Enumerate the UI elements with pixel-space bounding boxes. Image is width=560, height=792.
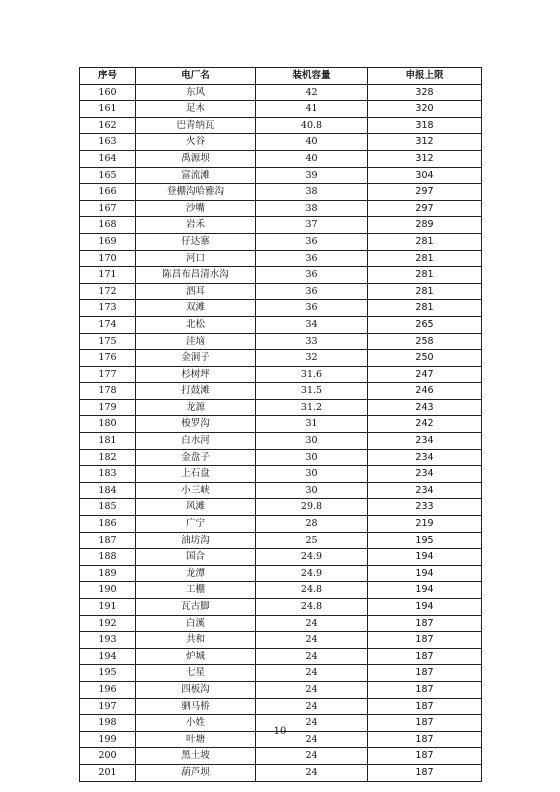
- cell-installed-capacity: 31: [256, 416, 368, 433]
- cell-serial-number: 160: [80, 84, 136, 101]
- cell-plant-name: 驷马桥: [136, 698, 256, 715]
- cell-declared-cap: 187: [368, 748, 482, 765]
- cell-installed-capacity: 41: [256, 101, 368, 118]
- cell-serial-number: 169: [80, 233, 136, 250]
- cell-plant-name: 北松: [136, 316, 256, 333]
- cell-declared-cap: 187: [368, 764, 482, 781]
- cell-declared-cap: 258: [368, 333, 482, 350]
- cell-serial-number: 166: [80, 184, 136, 201]
- cell-declared-cap: 297: [368, 200, 482, 217]
- cell-plant-name: 葫芦坝: [136, 764, 256, 781]
- table-row: [80, 200, 482, 217]
- table-row: [80, 466, 482, 483]
- header-declared-cap: 申报上限: [368, 68, 482, 85]
- cell-declared-cap: 195: [368, 532, 482, 549]
- cell-serial-number: 193: [80, 632, 136, 649]
- cell-installed-capacity: 24: [256, 764, 368, 781]
- cell-declared-cap: 304: [368, 167, 482, 184]
- cell-plant-name: 白溪: [136, 615, 256, 632]
- cell-installed-capacity: 38: [256, 184, 368, 201]
- cell-installed-capacity: 42: [256, 84, 368, 101]
- cell-installed-capacity: 39: [256, 167, 368, 184]
- cell-plant-name: 巴青纳瓦: [136, 117, 256, 134]
- cell-serial-number: 191: [80, 599, 136, 616]
- cell-plant-name: 河口: [136, 250, 256, 267]
- table-row: [80, 516, 482, 533]
- table-row: [80, 748, 482, 765]
- cell-plant-name: 岩禾: [136, 217, 256, 234]
- cell-declared-cap: 289: [368, 217, 482, 234]
- cell-serial-number: 171: [80, 267, 136, 284]
- cell-serial-number: 167: [80, 200, 136, 217]
- cell-declared-cap: 281: [368, 283, 482, 300]
- cell-installed-capacity: 24: [256, 665, 368, 682]
- cell-declared-cap: 234: [368, 433, 482, 450]
- table-row: [80, 599, 482, 616]
- cell-serial-number: 189: [80, 565, 136, 582]
- cell-serial-number: 181: [80, 433, 136, 450]
- cell-installed-capacity: 24: [256, 648, 368, 665]
- cell-installed-capacity: 24: [256, 698, 368, 715]
- table-row: [80, 117, 482, 134]
- cell-declared-cap: 187: [368, 648, 482, 665]
- cell-declared-cap: 312: [368, 134, 482, 151]
- header-installed-capacity: 装机容量: [256, 68, 368, 85]
- cell-declared-cap: 281: [368, 267, 482, 284]
- cell-serial-number: 163: [80, 134, 136, 151]
- cell-declared-cap: 247: [368, 366, 482, 383]
- table-row: [80, 632, 482, 649]
- cell-installed-capacity: 30: [256, 482, 368, 499]
- cell-plant-name: 龙源: [136, 399, 256, 416]
- cell-serial-number: 170: [80, 250, 136, 267]
- table-header: [80, 68, 482, 85]
- cell-plant-name: 风滩: [136, 499, 256, 516]
- cell-serial-number: 185: [80, 499, 136, 516]
- cell-installed-capacity: 24.9: [256, 565, 368, 582]
- table-row: [80, 615, 482, 632]
- cell-plant-name: 仔达寨: [136, 233, 256, 250]
- table-row: [80, 648, 482, 665]
- table-row: [80, 532, 482, 549]
- cell-installed-capacity: 28: [256, 516, 368, 533]
- cell-installed-capacity: 24: [256, 731, 368, 748]
- cell-declared-cap: 281: [368, 300, 482, 317]
- table-row: [80, 184, 482, 201]
- cell-declared-cap: 187: [368, 665, 482, 682]
- cell-installed-capacity: 36: [256, 283, 368, 300]
- cell-plant-name: 富流滩: [136, 167, 256, 184]
- cell-plant-name: 东风: [136, 84, 256, 101]
- table-row: [80, 167, 482, 184]
- cell-installed-capacity: 30: [256, 449, 368, 466]
- table-row: [80, 350, 482, 367]
- cell-plant-name: 共和: [136, 632, 256, 649]
- table-row: [80, 681, 482, 698]
- cell-installed-capacity: 29.8: [256, 499, 368, 516]
- cell-declared-cap: 297: [368, 184, 482, 201]
- cell-declared-cap: 250: [368, 350, 482, 367]
- cell-plant-name: 黑土坡: [136, 748, 256, 765]
- cell-serial-number: 192: [80, 615, 136, 632]
- cell-plant-name: 瓦古脚: [136, 599, 256, 616]
- table-row: [80, 549, 482, 566]
- cell-plant-name: 泗耳: [136, 283, 256, 300]
- table-row: [80, 499, 482, 516]
- cell-plant-name: 足木: [136, 101, 256, 118]
- cell-declared-cap: 234: [368, 482, 482, 499]
- cell-declared-cap: 281: [368, 250, 482, 267]
- cell-declared-cap: 187: [368, 698, 482, 715]
- cell-declared-cap: 194: [368, 582, 482, 599]
- cell-serial-number: 184: [80, 482, 136, 499]
- cell-plant-name: 登棚沟哈雅沟: [136, 184, 256, 201]
- cell-declared-cap: 312: [368, 150, 482, 167]
- cell-plant-name: 金洞子: [136, 350, 256, 367]
- cell-declared-cap: 233: [368, 499, 482, 516]
- cell-plant-name: 沙嘴: [136, 200, 256, 217]
- table-row: [80, 333, 482, 350]
- table-row: [80, 316, 482, 333]
- table-row: [80, 764, 482, 781]
- cell-serial-number: 168: [80, 217, 136, 234]
- cell-installed-capacity: 31.2: [256, 399, 368, 416]
- cell-installed-capacity: 30: [256, 466, 368, 483]
- cell-installed-capacity: 30: [256, 433, 368, 450]
- cell-plant-name: 梭罗沟: [136, 416, 256, 433]
- cell-installed-capacity: 24: [256, 748, 368, 765]
- cell-serial-number: 196: [80, 681, 136, 698]
- cell-declared-cap: 187: [368, 731, 482, 748]
- cell-installed-capacity: 40.8: [256, 117, 368, 134]
- cell-serial-number: 180: [80, 416, 136, 433]
- cell-declared-cap: 234: [368, 466, 482, 483]
- cell-declared-cap: 320: [368, 101, 482, 118]
- cell-declared-cap: 243: [368, 399, 482, 416]
- table-row: [80, 399, 482, 416]
- cell-plant-name: 打鼓滩: [136, 383, 256, 400]
- header-plant-name: 电厂名: [136, 68, 256, 85]
- cell-plant-name: 国合: [136, 549, 256, 566]
- cell-declared-cap: 234: [368, 449, 482, 466]
- power-plant-table: [79, 67, 482, 782]
- cell-installed-capacity: 36: [256, 233, 368, 250]
- cell-plant-name: 小姓: [136, 715, 256, 732]
- table-row: [80, 698, 482, 715]
- cell-plant-name: 油坊沟: [136, 532, 256, 549]
- cell-declared-cap: 328: [368, 84, 482, 101]
- cell-serial-number: 161: [80, 101, 136, 118]
- cell-installed-capacity: 36: [256, 250, 368, 267]
- cell-declared-cap: 187: [368, 681, 482, 698]
- cell-plant-name: 四板沟: [136, 681, 256, 698]
- cell-plant-name: 炉城: [136, 648, 256, 665]
- cell-plant-name: 禹源坝: [136, 150, 256, 167]
- table-row: [80, 134, 482, 151]
- table-row: [80, 416, 482, 433]
- cell-plant-name: 工棚: [136, 582, 256, 599]
- cell-declared-cap: 194: [368, 599, 482, 616]
- cell-serial-number: 174: [80, 316, 136, 333]
- cell-plant-name: 杉树坪: [136, 366, 256, 383]
- cell-serial-number: 172: [80, 283, 136, 300]
- cell-declared-cap: 187: [368, 632, 482, 649]
- cell-installed-capacity: 32: [256, 350, 368, 367]
- cell-installed-capacity: 25: [256, 532, 368, 549]
- table-row: [80, 233, 482, 250]
- table-row: [80, 101, 482, 118]
- cell-serial-number: 201: [80, 764, 136, 781]
- cell-serial-number: 195: [80, 665, 136, 682]
- cell-serial-number: 186: [80, 516, 136, 533]
- cell-installed-capacity: 24: [256, 615, 368, 632]
- cell-plant-name: 龙潭: [136, 565, 256, 582]
- cell-installed-capacity: 31.5: [256, 383, 368, 400]
- cell-plant-name: 金盘子: [136, 449, 256, 466]
- cell-installed-capacity: 36: [256, 300, 368, 317]
- cell-installed-capacity: 37: [256, 217, 368, 234]
- table-row: [80, 482, 482, 499]
- cell-installed-capacity: 38: [256, 200, 368, 217]
- table-row: [80, 217, 482, 234]
- cell-installed-capacity: 24.8: [256, 599, 368, 616]
- cell-plant-name: 洼垴: [136, 333, 256, 350]
- cell-plant-name: 广宁: [136, 516, 256, 533]
- cell-plant-name: 上石盘: [136, 466, 256, 483]
- cell-serial-number: 179: [80, 399, 136, 416]
- table-row: [80, 283, 482, 300]
- cell-serial-number: 176: [80, 350, 136, 367]
- cell-declared-cap: 219: [368, 516, 482, 533]
- cell-declared-cap: 246: [368, 383, 482, 400]
- cell-declared-cap: 194: [368, 565, 482, 582]
- cell-plant-name: 小三峡: [136, 482, 256, 499]
- cell-serial-number: 164: [80, 150, 136, 167]
- cell-serial-number: 198: [80, 715, 136, 732]
- cell-plant-name: 双滩: [136, 300, 256, 317]
- cell-installed-capacity: 33: [256, 333, 368, 350]
- cell-serial-number: 165: [80, 167, 136, 184]
- cell-installed-capacity: 24: [256, 632, 368, 649]
- cell-installed-capacity: 24: [256, 681, 368, 698]
- table-row: [80, 433, 482, 450]
- cell-declared-cap: 265: [368, 316, 482, 333]
- cell-serial-number: 178: [80, 383, 136, 400]
- table-row: [80, 250, 482, 267]
- cell-installed-capacity: 24: [256, 715, 368, 732]
- table-row: [80, 565, 482, 582]
- cell-serial-number: 173: [80, 300, 136, 317]
- cell-installed-capacity: 34: [256, 316, 368, 333]
- cell-serial-number: 197: [80, 698, 136, 715]
- table-row: [80, 383, 482, 400]
- cell-serial-number: 190: [80, 582, 136, 599]
- cell-declared-cap: 242: [368, 416, 482, 433]
- table-row: [80, 267, 482, 284]
- cell-serial-number: 182: [80, 449, 136, 466]
- cell-installed-capacity: 40: [256, 150, 368, 167]
- cell-plant-name: 火谷: [136, 134, 256, 151]
- cell-declared-cap: 187: [368, 615, 482, 632]
- table-row: [80, 449, 482, 466]
- cell-plant-name: 白水河: [136, 433, 256, 450]
- cell-serial-number: 183: [80, 466, 136, 483]
- cell-installed-capacity: 36: [256, 267, 368, 284]
- cell-plant-name: 陈昌布昌清水沟: [136, 267, 256, 284]
- cell-declared-cap: 318: [368, 117, 482, 134]
- cell-installed-capacity: 40: [256, 134, 368, 151]
- cell-serial-number: 162: [80, 117, 136, 134]
- cell-serial-number: 177: [80, 366, 136, 383]
- cell-serial-number: 188: [80, 549, 136, 566]
- table-body: [80, 84, 482, 781]
- table-row: [80, 582, 482, 599]
- page-number: 10: [273, 726, 287, 737]
- table-row: [80, 84, 482, 101]
- table-row: [80, 366, 482, 383]
- cell-serial-number: 187: [80, 532, 136, 549]
- cell-installed-capacity: 31.6: [256, 366, 368, 383]
- table-row: [80, 665, 482, 682]
- header-serial-number: 序号: [80, 68, 136, 85]
- table-row: [80, 150, 482, 167]
- cell-serial-number: 200: [80, 748, 136, 765]
- table-row: [80, 300, 482, 317]
- cell-declared-cap: 281: [368, 233, 482, 250]
- header-row: [80, 68, 482, 85]
- cell-serial-number: 199: [80, 731, 136, 748]
- cell-declared-cap: 194: [368, 549, 482, 566]
- cell-installed-capacity: 24.9: [256, 549, 368, 566]
- cell-plant-name: 七星: [136, 665, 256, 682]
- cell-serial-number: 194: [80, 648, 136, 665]
- cell-installed-capacity: 24.8: [256, 582, 368, 599]
- cell-declared-cap: 187: [368, 715, 482, 732]
- cell-serial-number: 175: [80, 333, 136, 350]
- cell-plant-name: 叶塘: [136, 731, 256, 748]
